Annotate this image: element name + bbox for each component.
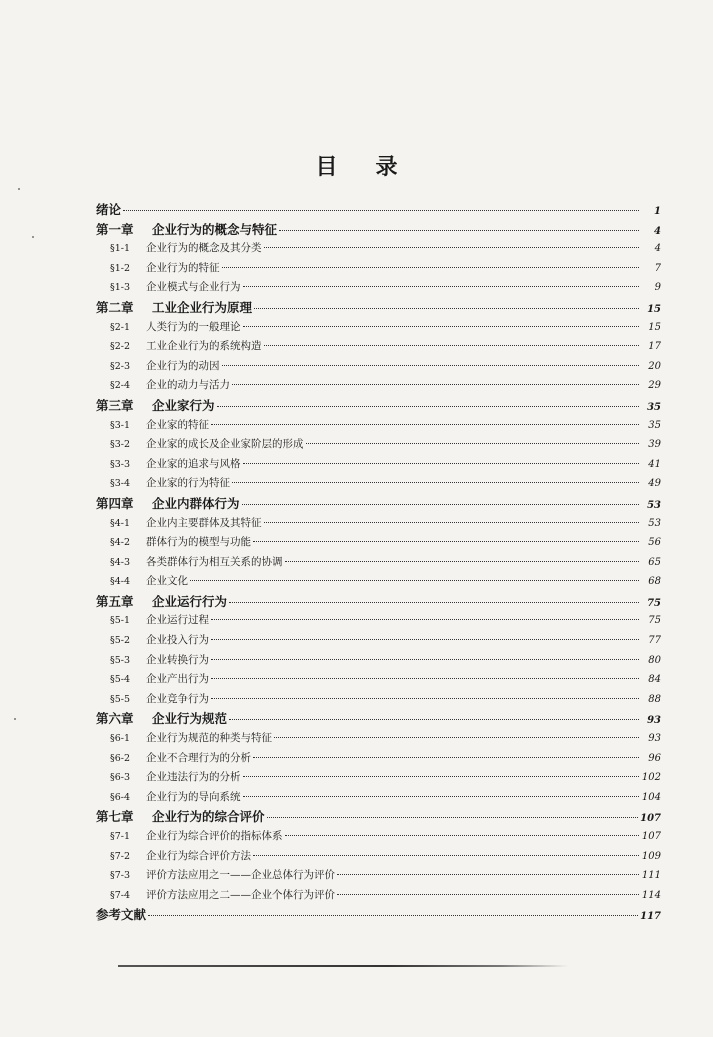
dot-leader [232, 482, 639, 483]
footer-rule [118, 965, 568, 967]
page-number: 93 [648, 733, 661, 745]
toc-section-entry [96, 278, 661, 298]
section-title: 企业家的追求与风格 [146, 457, 241, 470]
page-number: 107 [641, 831, 661, 842]
section-number: §3-3 [110, 458, 131, 470]
chapter-title: 企业行为的概念与特征 [152, 221, 278, 237]
page-number: 53 [647, 499, 661, 511]
scan-speck [14, 718, 16, 720]
page-number: 41 [648, 458, 661, 470]
section-title: 企业家的特征 [146, 418, 209, 431]
section-title: 人类行为的一般理论 [146, 320, 241, 333]
page-number: 35 [648, 419, 661, 431]
page-number: 4 [654, 243, 661, 255]
section-number: §2-3 [110, 360, 131, 372]
dot-leader [253, 855, 639, 856]
section-number: §7-3 [110, 870, 131, 882]
page-number: 15 [647, 303, 661, 315]
dot-leader [211, 678, 639, 679]
page-number: 109 [641, 850, 661, 862]
scan-speck [32, 236, 34, 238]
dot-leader [243, 286, 640, 287]
page-number: 68 [648, 576, 661, 588]
page-number: 29 [648, 380, 661, 392]
toc-chapter-entry [96, 200, 661, 220]
chapter-title: 企业行为的综合评价 [152, 809, 265, 825]
dot-leader [264, 247, 640, 248]
page-number: 102 [641, 772, 661, 784]
section-title: 企业行为的导向系统 [146, 790, 241, 803]
toc-section-entry [96, 768, 661, 788]
toc-section-entry [96, 729, 661, 749]
dot-leader [211, 424, 639, 425]
page-number: 107 [640, 813, 661, 825]
toc-section-entry [96, 376, 661, 396]
page-number: 75 [647, 597, 661, 609]
chapter-number: 第三章 [96, 397, 134, 413]
page-number: 117 [640, 911, 661, 923]
section-title: 群体行为的模型与功能 [146, 536, 251, 549]
page-number: 35 [647, 401, 661, 413]
section-title: 企业内主要群体及其特征 [146, 516, 262, 529]
page-number: 56 [648, 537, 661, 549]
toc-section-entry [96, 749, 661, 769]
section-number: §7-2 [110, 850, 131, 862]
toc-section-entry [96, 474, 661, 494]
section-number: §4-2 [110, 537, 131, 549]
page-number: 104 [641, 791, 661, 803]
toc-section-entry [96, 553, 661, 573]
section-title: 工业企业行为的系统构造 [146, 340, 262, 353]
dot-leader [267, 817, 639, 818]
page-number: 80 [648, 654, 661, 666]
dot-leader [337, 894, 639, 895]
dot-leader [254, 308, 639, 309]
dot-leader [285, 561, 640, 562]
toc-section-entry [96, 416, 661, 436]
toc-chapter-entry [96, 905, 661, 925]
dot-leader [222, 365, 640, 366]
chapter-number: 第六章 [96, 711, 134, 727]
page-number: 20 [648, 360, 661, 372]
chapter-title: 工业企业行为原理 [152, 299, 253, 315]
section-number: §1-1 [110, 243, 131, 255]
toc-section-entry [96, 886, 661, 906]
dot-leader [242, 504, 639, 505]
dot-leader [211, 659, 639, 660]
section-title: 企业产出行为 [146, 673, 209, 686]
section-title: 企业不合理行为的分析 [146, 751, 251, 764]
toc-section-entry [96, 357, 661, 377]
section-number: §4-1 [110, 517, 131, 529]
section-number: §5-5 [110, 693, 131, 705]
dot-leader [253, 541, 639, 542]
section-number: §1-3 [110, 282, 131, 294]
section-title: 企业家的成长及企业家阶层的形成 [146, 438, 304, 451]
chapter-title: 参考文献 [96, 907, 147, 923]
page-title [0, 150, 713, 181]
page-number: 111 [641, 870, 661, 882]
section-title: 企业行为的动因 [146, 359, 220, 372]
section-title: 企业运行过程 [146, 614, 209, 627]
section-number: §4-3 [110, 556, 131, 568]
dot-leader [285, 835, 640, 836]
section-number: §3-1 [110, 419, 131, 431]
table-of-contents [96, 200, 661, 925]
dot-leader [211, 639, 639, 640]
toc-chapter-entry [96, 494, 661, 514]
page-number: 15 [648, 321, 661, 333]
page-number: 77 [648, 635, 661, 647]
toc-section-entry [96, 611, 661, 631]
section-title: 企业竞争行为 [146, 692, 209, 705]
dot-leader [217, 406, 639, 407]
toc-section-entry [96, 847, 661, 867]
page-number: 88 [648, 693, 661, 705]
page-number: 39 [648, 439, 661, 451]
section-number: §5-1 [110, 615, 131, 627]
dot-leader [243, 326, 640, 327]
toc-section-entry [96, 239, 661, 259]
section-title: 评价方法应用之二——企业个体行为评价 [146, 888, 335, 901]
page-number: 7 [654, 262, 661, 274]
section-title: 评价方法应用之一——企业总体行为评价 [146, 869, 335, 882]
toc-chapter-entry [96, 592, 661, 612]
title-char-2: 录 [375, 155, 398, 180]
dot-leader [243, 463, 640, 464]
section-title: 企业行为综合评价方法 [146, 849, 251, 862]
toc-section-entry [96, 631, 661, 651]
page-number: 65 [648, 556, 661, 568]
page-number: 114 [641, 889, 661, 901]
section-number: §1-2 [110, 262, 131, 274]
section-title: 各类群体行为相互关系的协调 [146, 555, 283, 568]
dot-leader [243, 796, 640, 797]
section-title: 企业的动力与活力 [146, 379, 230, 392]
page-number: 17 [648, 341, 661, 353]
dot-leader [222, 267, 640, 268]
section-number: §7-4 [110, 889, 131, 901]
page-number: 96 [648, 752, 661, 764]
section-title: 企业投入行为 [146, 634, 209, 647]
section-number: §6-4 [110, 791, 131, 803]
toc-section-entry [96, 788, 661, 808]
dot-leader [211, 698, 639, 699]
page-number: 1 [654, 206, 661, 217]
dot-leader [279, 230, 639, 231]
dot-leader [253, 757, 639, 758]
dot-leader [243, 776, 640, 777]
dot-leader [274, 737, 639, 738]
section-number: §6-3 [110, 772, 131, 784]
toc-section-entry [96, 455, 661, 475]
section-number: §2-4 [110, 380, 131, 392]
dot-leader [229, 602, 639, 603]
toc-chapter-entry [96, 807, 661, 827]
toc-section-entry [96, 651, 661, 671]
toc-section-entry [96, 514, 661, 534]
section-number: §2-1 [110, 321, 131, 333]
toc-section-entry [96, 337, 661, 357]
dot-leader [337, 874, 639, 875]
toc-section-entry [96, 690, 661, 710]
section-title: 企业行为的概念及其分类 [146, 242, 262, 255]
chapter-number: 第五章 [96, 593, 134, 609]
toc-section-entry [96, 318, 661, 338]
section-title: 企业违法行为的分析 [146, 771, 241, 784]
chapter-title: 绪论 [96, 202, 122, 217]
toc-chapter-entry [96, 298, 661, 318]
page-number: 84 [648, 674, 661, 686]
dot-leader [123, 210, 639, 211]
dot-leader [190, 580, 639, 581]
section-title: 企业家的行为特征 [146, 477, 230, 490]
section-number: §3-4 [110, 478, 131, 490]
section-number: §2-2 [110, 341, 131, 353]
section-title: 企业行为规范的种类与特征 [146, 732, 272, 745]
dot-leader [148, 915, 638, 916]
chapter-title: 企业家行为 [152, 397, 215, 413]
section-number: §3-2 [110, 439, 131, 451]
dot-leader [229, 719, 639, 720]
page-number: 49 [648, 478, 661, 490]
section-title: 企业模式与企业行为 [146, 281, 241, 294]
section-title: 企业转换行为 [146, 653, 209, 666]
toc-chapter-entry [96, 396, 661, 416]
chapter-number: 第一章 [96, 221, 134, 237]
section-number: §5-4 [110, 674, 131, 686]
page-number: 75 [648, 615, 661, 627]
section-title: 企业文化 [146, 575, 188, 588]
chapter-number: 第七章 [96, 809, 134, 825]
section-number: §5-3 [110, 654, 131, 666]
toc-section-entry [96, 435, 661, 455]
toc-section-entry [96, 572, 661, 592]
chapter-number: 第四章 [96, 495, 134, 511]
title-char-1: 目 [315, 155, 338, 180]
toc-section-entry [96, 259, 661, 279]
toc-chapter-entry [96, 709, 661, 729]
chapter-title: 企业内群体行为 [152, 495, 240, 511]
toc-chapter-entry [96, 220, 661, 240]
toc-section-entry [96, 670, 661, 690]
chapter-title: 企业运行行为 [152, 593, 228, 609]
scan-speck [18, 188, 20, 190]
dot-leader [264, 345, 640, 346]
page-number: 53 [648, 517, 661, 529]
toc-section-entry [96, 827, 661, 847]
chapter-number: 第二章 [96, 299, 134, 315]
section-title: 企业行为综合评价的指标体系 [146, 830, 283, 842]
chapter-title: 企业行为规范 [152, 711, 228, 727]
section-number: §4-4 [110, 576, 131, 588]
dot-leader [232, 384, 639, 385]
page-number: 4 [654, 225, 661, 237]
section-number: §6-1 [110, 733, 131, 745]
page-number: 9 [654, 282, 661, 294]
dot-leader [306, 443, 640, 444]
dot-leader [264, 522, 640, 523]
page-number: 93 [647, 715, 661, 727]
section-number: §5-2 [110, 635, 131, 647]
toc-section-entry [96, 866, 661, 886]
section-number: §7-1 [110, 831, 131, 842]
section-title: 企业行为的特征 [146, 261, 220, 274]
section-number: §6-2 [110, 752, 131, 764]
dot-leader [211, 619, 639, 620]
toc-section-entry [96, 533, 661, 553]
